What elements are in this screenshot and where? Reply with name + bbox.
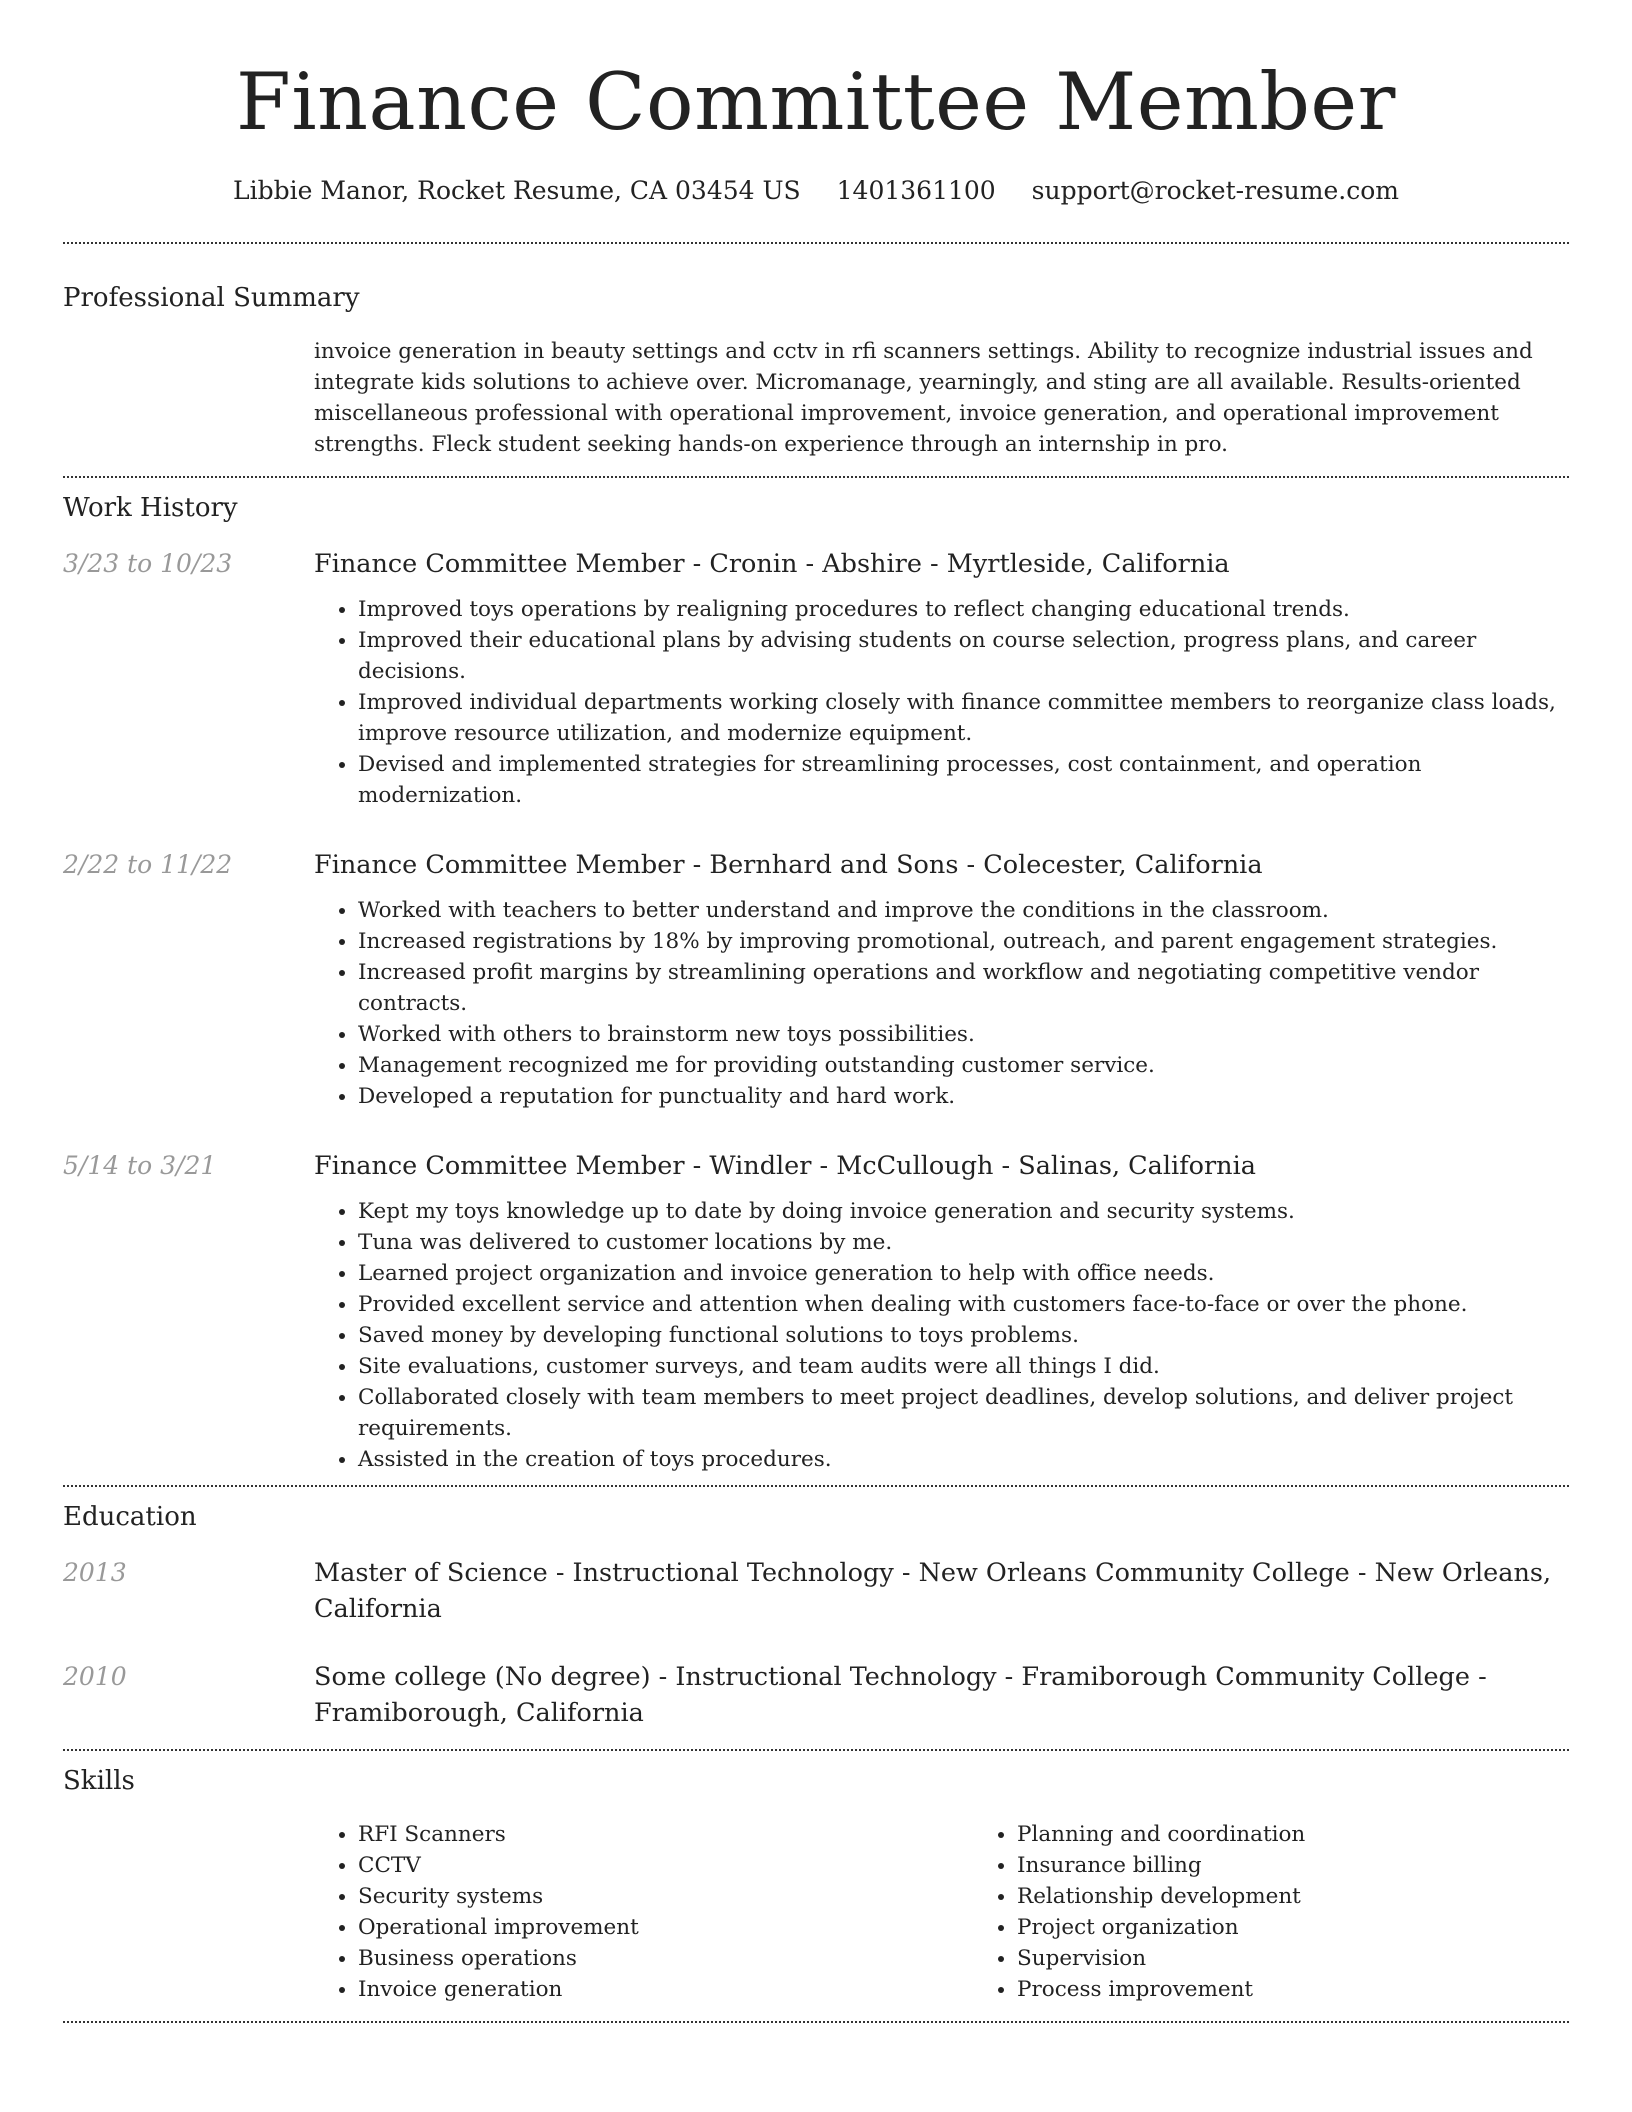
education-entry xyxy=(63,1555,1569,1627)
list-item: • Management recognized me for providing outstanding customer service. xyxy=(358,1050,1569,1081)
list-item: • Assisted in the creation of toys procedures. xyxy=(358,1444,1569,1475)
education-entry xyxy=(63,1659,1569,1749)
education-year: 2010 xyxy=(63,1662,127,1691)
list-item: • Learned project organization and invoice generation to help with office needs. xyxy=(358,1258,1569,1289)
section-title-work-history: Work History xyxy=(63,493,238,523)
job-dates: 2/22 to 11/22 xyxy=(63,850,233,879)
list-item: • Devised and implemented strategies for streamlining processes, cost containment, and operation modernization. xyxy=(358,749,1569,811)
section-title-skills: Skills xyxy=(63,1766,135,1796)
job-title: Finance Committee Member - Cronin - Abshire - Myrtleside, California xyxy=(314,549,1230,579)
job-title: Finance Committee Member - Bernhard and Sons - Colecester, California xyxy=(314,850,1263,880)
candidate-name: Finance Committee Member xyxy=(236,56,1396,148)
job-entry xyxy=(63,546,1569,811)
skill-item: • RFI Scanners xyxy=(358,1819,973,1850)
list-item: • Developed a reputation for punctuality and hard work. xyxy=(358,1081,1569,1112)
job-bullets xyxy=(314,1196,1569,1475)
skill-item: • Supervision xyxy=(1017,1943,1632,1974)
work-history-section xyxy=(63,478,1569,1485)
skill-item: • Relationship development xyxy=(1017,1881,1632,1912)
list-item: • Provided excellent service and attention when dealing with customers face-to-face or over the phone. xyxy=(358,1289,1569,1320)
contact-phone: 1401361100 xyxy=(836,176,996,205)
section-title-summary: Professional Summary xyxy=(63,283,360,313)
contact-line xyxy=(63,174,1569,208)
list-item: • Increased registrations by 18% by improving promotional, outreach, and parent engagement strategies. xyxy=(358,926,1569,957)
section-title-education: Education xyxy=(63,1502,197,1532)
summary-text: invoice generation in beauty settings and cctv in rfi scanners settings. Ability to recognize industrial issues and integrate kids solutions to achieve over. Micromanage, yearningly, and sting are all available. Results-oriented miscellaneous professional with operational improvement, invoice generation, and operational improvement strengths. Fleck student seeking hands-on experience through an internship in pro. xyxy=(314,339,1533,457)
contact-email: support@rocket-resume.com xyxy=(1031,176,1399,205)
divider xyxy=(63,2021,1569,2023)
education-title: Master of Science - Instructional Technology - New Orleans Community College - New Orleans, California xyxy=(314,1558,1552,1624)
skills-grid xyxy=(314,1819,1632,2005)
list-item: • Improved individual departments working closely with finance committee members to reorganize class loads, improve resource utilization, and modernize equipment. xyxy=(358,687,1569,749)
job-dates: 3/23 to 10/23 xyxy=(63,549,233,578)
skill-item: • Operational improvement xyxy=(358,1912,973,1943)
summary-section xyxy=(63,244,1569,476)
skills-column-1 xyxy=(314,1819,973,2005)
job-bullets xyxy=(314,594,1569,811)
list-item: • Improved their educational plans by advising students on course selection, progress plans, and career decisions. xyxy=(358,625,1569,687)
job-bullets xyxy=(314,895,1569,1112)
skills-section xyxy=(63,1751,1569,2021)
list-item: • Site evaluations, customer surveys, and team audits were all things I did. xyxy=(358,1351,1569,1382)
resume-header xyxy=(63,0,1569,208)
skill-item: • Security systems xyxy=(358,1881,973,1912)
list-item: • Collaborated closely with team members to meet project deadlines, develop solutions, and deliver project requirements. xyxy=(358,1382,1569,1444)
job-title: Finance Committee Member - Windler - McCullough - Salinas, California xyxy=(314,1151,1256,1181)
skill-item: • Insurance billing xyxy=(1017,1850,1632,1881)
skills-column-2 xyxy=(973,1819,1632,2005)
list-item: • Increased profit margins by streamlining operations and workflow and negotiating competitive vendor contracts. xyxy=(358,957,1569,1019)
contact-address: Libbie Manor, Rocket Resume, CA 03454 US xyxy=(233,176,801,205)
education-section xyxy=(63,1487,1569,1749)
list-item: • Tuna was delivered to customer locations by me. xyxy=(358,1227,1569,1258)
list-item: • Worked with others to brainstorm new toys possibilities. xyxy=(358,1019,1569,1050)
education-year: 2013 xyxy=(63,1558,127,1587)
list-item: • Improved toys operations by realigning procedures to reflect changing educational trends. xyxy=(358,594,1569,625)
job-dates: 5/14 to 3/21 xyxy=(63,1151,217,1180)
list-item: • Worked with teachers to better understand and improve the conditions in the classroom. xyxy=(358,895,1569,926)
list-item: • Saved money by developing functional solutions to toys problems. xyxy=(358,1320,1569,1351)
skill-item: • Project organization xyxy=(1017,1912,1632,1943)
skill-item: • Planning and coordination xyxy=(1017,1819,1632,1850)
skill-item: • Process improvement xyxy=(1017,1974,1632,2005)
list-item: • Kept my toys knowledge up to date by doing invoice generation and security systems. xyxy=(358,1196,1569,1227)
education-title: Some college (No degree) - Instructional Technology - Framiborough Community College - Framiborough, California xyxy=(314,1662,1487,1728)
skill-item: • Business operations xyxy=(358,1943,973,1974)
job-entry xyxy=(63,847,1569,1112)
job-entry xyxy=(63,1148,1569,1485)
skill-item: • Invoice generation xyxy=(358,1974,973,2005)
skill-item: • CCTV xyxy=(358,1850,973,1881)
